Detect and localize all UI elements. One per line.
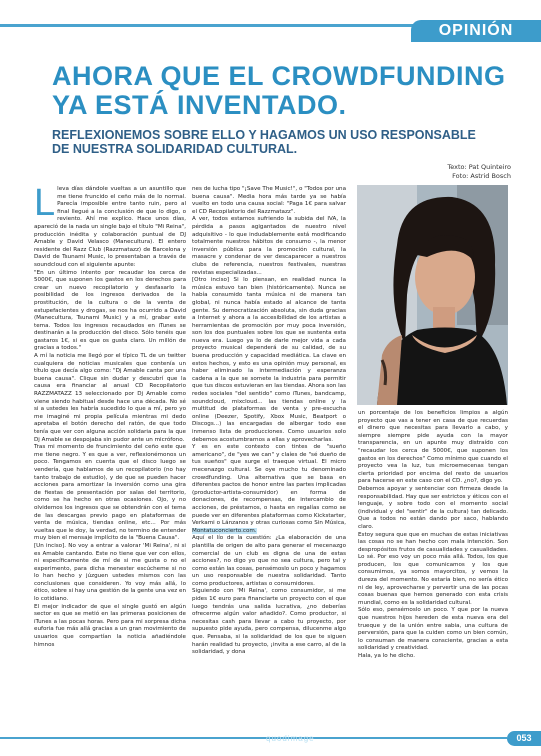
paragraph: Siguiendo con 'Mi Reina', como consumidor, si me pides 1€ euro para financiarte un proyecto con el que luego tendrás una salida lucrativa, ¿no deberías ofrecerme algún valor añadido?. Como productor, si necesitas cash para llevar a cabo tu proyecto, por supuesto pide ayuda, pero compensa, dilucenme algo que. Pensaba, si la solidaridad de los que te siguen harán realidad tu proyecto, ¡invita a ese carro, al de la solidaridad, y dona xyxy=(192,588,346,656)
headline: AHORA QUE EL CROWDFUNDING YA ESTÁ INVENTADO. xyxy=(52,61,506,120)
paragraph: nes de lucha tipo "¡Save The Music!", o "Todos por una buena causa". Media hora más tarde ya se había vuelto en todo una causa social: "Paga 1€ para salvar el CD Recopilatorio del Razzmatazz". xyxy=(192,186,346,215)
paragraph: [Otro inciso] Si lo piensan, en realidad nunca la música estuvo tan bien (históricamente). Nunca se había consumido tanta música ni de manera tan global, ni nunca había estado al alcance de tanta gente. Su democratización absoluta, sin duda gracias a Internet y ahora a la accesibilidad de los artistas a herramientas de promoción por muy poca inversión, son los dos puntuales sobre los que se sustenta esta nueva era. Luego ya lo de darle mejor vida a cada proyecto musical dependerá de su calidad, de su buena producción y capacidad mediática. La clave en estos hechos, y esto es una opinión muy personal, es haber eliminado la intermediación y esperanza cadena a la que se somete la industria para permitir que tus discos estuvieran en las tiendas. Ahora son las redes sociales "del sentido" como iTunes, bandcamp, soundcloud, mixcloud... las tiendas online y la multitud de plataformas de venta y pre-escucha online (Deezer, Spotify, Xbox Music, Beatport o Discogs...) las encargadas de albergar todo ese inmenso lista de producciones. Como usuarios solo debemos acostumbrarnos a ellas y aprovecharlas. xyxy=(192,277,346,443)
article-column-1 xyxy=(34,182,186,649)
highlighted-link[interactable]: Montatuconcierto.com. xyxy=(192,527,257,534)
paragraph xyxy=(192,444,346,535)
bottom-rule xyxy=(0,737,507,739)
paragraph-text: Y es en este contexto con tintes de "sueño americano", de "yes we can" y claíes de "sé dueño de tus sueños" que surge el traeque virtual. El micro mecenazgo cultural. Se oye mucho tu denominado crowdfunding. Una alternativa que se basa en diferentes pactos de honor entre las partes implicadas (productor-artista-consumidor) en forma de donaciones, de recompensas, de intercambio de acciones, de préstamos, o hasta en regalías como se puede ver en diferentes plataformas como Kickstarter, Verkami o Lánzanos y otras curiosas como Sin Música, xyxy=(192,444,346,527)
paragraph: Aquí el lío de la cuestión: ¿La elaboración de una plantilla de origen de alto para generar el mecenazgo comercial de un club es digna de una de estas acciones?, no digo yo que no sea cultura, pero tal y como están las cosas, pensémoslo un poco y hagamos un uso responsable de nuestra solidaridad. Tanto como productores, artistas o consumidores. xyxy=(192,535,346,587)
portrait-illustration xyxy=(357,185,508,405)
photo-credit: Foto: Astrid Bosch xyxy=(452,172,511,180)
drop-cap: L xyxy=(34,182,56,224)
paragraph: Debemos apoyar y sentenciar con firmeza desde la responsabilidad. Hay que ser estrictos y éticos con el lenguaje, y sobre todo con el momento social (individual y del "sentir" de la cultura) tan delicado. Que a todos no están dando por saco, hablando claro. xyxy=(358,485,508,530)
article-column-3 xyxy=(358,410,508,661)
text-credit: Texto: Pat Quinteiro xyxy=(447,163,511,171)
article-column-2 xyxy=(192,186,346,657)
paragraph: [Un inciso]. No voy a entrar a valorar 'Mi Reina', ni si es Amable cantando. Este no tiene que ver con ellos, ni específicamente de mí de si me gusta o no el experimento, para dicha menester escúcheme si no lo han hecho y júzguen ustedes mismos con las conclusiones que consideren. Yo voy más allá, lo ético, sobre si hay una gestión de la gente una vez en lo cotidiano. xyxy=(34,542,186,603)
paragraph: un porcentaje de los beneficios limpios a algún proyecto que vas a tener en casa de que recuerdas el dinero que necesitas para llevarlo a cabo, y siempre siempre pide ayuda con la mayor transparencia, en un apunte muy distraído con "recaudar los cerca de 5000€, que suponen los gastos en los derechos" Como mínimo que cuando el proyecto vea la luz, tus microemecenas tengan cierta prioridad por encima del resto de usuarios para hacerse en este caso con el CD. ¿no?, digo yo. xyxy=(358,410,508,485)
section-tag: OPINIÓN xyxy=(411,20,541,42)
page-number: 053 xyxy=(507,731,541,746)
paragraph: "En un último intento por recaudar los cerca de 5000€, que suponen los gastos en los derechos para crear un nuevo recopilatorio y desfasarlo la posibilidad de los ingresos derivados de la prostitución, de la cultura o de la venta de estupefacientes y drogas, se nos ha ocurrido a David (Manecultura, Tsunami Music) y a mí, grabar este tema. Todos los ingresos recaudados en iTunes se destinarán a la producción del disco. Sólo tenéis que gastaros 1€, si es que os gusta claro. Un millón de gracias a todos." xyxy=(34,269,186,352)
subhead: REFLEXIONEMOS SOBRE ELLO Y HAGAMOS UN USO RESPONSABLE DE NUESTRA SOLIDARIDAD CULTURAL. xyxy=(52,128,476,156)
paragraph: El mejor indicador de que el single gustó en algún sector es que se metió en las primeras posiciones de iTunes a las pocas horas. Pero para mi sorpresa dicha euforia fue más allá gracias a un gran movimiento de usuarios que compartían la noticia añadiéndole himnos xyxy=(34,603,186,648)
watermark: quodimage xyxy=(266,734,315,743)
author-photo xyxy=(357,185,508,405)
paragraph: A mí la noticia me llegó por el típico TL de un twitter cualquiera de noticias musicales que contenía un título que decía algo como: "Dj Amable canta por una buena causa". Clique sin dudar y descubrí que la causa era financiar al anual CD Recopilatorio RAZZMATAZZ 13 seleccionado por Dj Amable como viene siendo habitual desde hace una década. No sé si a ustedes les habría sucedido lo que a mí, pero yo me imaginé mi propia película mientras mi dedo apretaba el botón derecho del ratón, de que todo tenía que ver con alguna acción solidaria para la que Dj Amable se despojaba sin pudor ante un micrófono. xyxy=(34,353,186,443)
paragraph: Estoy segura que que en muchas de estas iniciativas las cosas no se han hecho con mala intención. Son despropósitos frutos de casualidades y casualidades. Lo sé. Por eso voy un poco más allá. Todos, los que producen, los que comunicamos y los que consumimos, ya somos mayorcitos, y vemos la dureza del momento. No estaría bien, no sería ético ni de ley, aprovecharse y pervertir una de las pocas cosas buenas que hemos generado con esta crisis mundial, como es la solidaridad cultural. xyxy=(358,531,508,606)
paragraph: Tras mi momento de fruncimiento del ceño este que me tiene negro. Y es que a ver, reflexionémonos un poco. Tengamos en cuenta que el disco luego se vendería, que hablamos de un recopilatorio (no hay tanto trabajo de estudio), y de que se pueden hacer acciones para amortizar la inversión como una gira de fiestas de presentación por salas del territorio, como se ha hecho en otras ocasiones. Ojo, y no olvidemos los ingresos que se obtendrán con el tema de las descargas previo pago en plataformas de venta de música, tiendas online, etc... Por más vueltas que le doy, la verdad, no termino de entender muy bien el mensaje implícito de la "Buena Causa". xyxy=(34,444,186,542)
paragraph: Hala, ya lo he dicho. xyxy=(358,653,416,659)
paragraph: leva días dándole vueltas a un asuntillo que me tiene fruncido el ceño más de lo normal. Parecía imposible entre tanto ruin, pero al final llegué a la conclusión de que lo digo, o reviento. Ahí me explico. Hace unos días, apareció de la nada un single bajo el título "Mi Reina", producción inédita y colaboración puntual de DJ Amable y David Velasco (Manecultura). El entero residente del Razz Club (Razzmatazz) de Barcelona y David de Tsunami Music, lo presentaban a través de soundcloud con el siguiente apunte: xyxy=(34,186,186,268)
credits xyxy=(447,163,511,181)
top-rule xyxy=(0,24,420,27)
paragraph: Sólo eso, pensémoslo un poco. Y que por la nueva que nuestros hijos hereden de esta nueva era del trueque y de la unión entre sabia, una cultura de perversión, para que la cuiden como un bien común, lo consuman de manera consciente, gracias a esta solidaridad y creatividad. xyxy=(358,607,508,652)
paragraph: A ver, todos estamos sufriendo la subida del IVA, la pérdida a pasos agigantados de nuestro nivel adquisitivo - lo que indudablemente está modificando totalmente nuestros hábitos de consumo -, la menor inversión pública para la promoción cultural, la masacre y condenar de ver descaparecer a nuestros clubs de referencia, nuestros festivales, nuestras revistas especializadas... xyxy=(192,216,346,276)
